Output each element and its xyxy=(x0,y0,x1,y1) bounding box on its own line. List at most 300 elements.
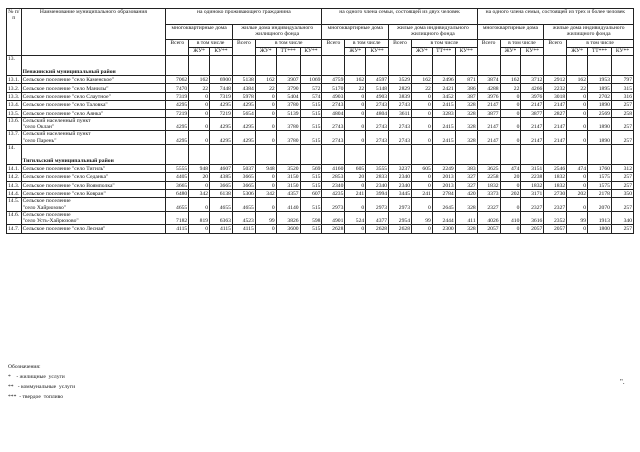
value-cell: 3018 xyxy=(544,92,567,100)
row-number: 13.5. xyxy=(8,110,20,117)
value-cell: 1832 xyxy=(477,181,500,189)
table-row xyxy=(7,101,634,109)
empty-cell xyxy=(276,56,300,76)
value-cell: 0 xyxy=(189,198,210,211)
value-cell: 3151 xyxy=(521,164,544,172)
value-cell: 5148 xyxy=(366,84,389,92)
value-cell: 258 xyxy=(611,109,633,117)
value-cell: 0 xyxy=(500,101,521,109)
row-name xyxy=(21,144,166,164)
value-cell: 572 xyxy=(300,84,322,92)
value-cell: 515 xyxy=(300,117,322,130)
value-cell: 0 xyxy=(189,131,210,144)
value-cell: 2013 xyxy=(432,181,455,189)
row-name-line: Сельский населенный пункт xyxy=(22,131,91,138)
value-cell: 797 xyxy=(611,76,633,84)
value-cell: 1575 xyxy=(588,173,612,181)
value-cell: 4295 xyxy=(232,131,255,144)
empty-cell xyxy=(189,56,210,76)
value-cell: 0 xyxy=(189,109,210,117)
value-cell: 3665 xyxy=(232,181,255,189)
value-cell: 2743 xyxy=(322,131,345,144)
value-cell: 0 xyxy=(500,109,521,117)
mkd-header: многоквартирные дома xyxy=(477,25,544,40)
value-cell: 2973 xyxy=(366,198,389,211)
empty-cell xyxy=(276,144,300,164)
value-cell: 0 xyxy=(411,101,432,109)
value-cell: 22 xyxy=(189,84,210,92)
value-cell: 0 xyxy=(189,101,210,109)
value-cell: 2415 xyxy=(432,117,455,130)
value-cell: 4295 xyxy=(210,131,233,144)
value-cell: 2628 xyxy=(389,225,412,233)
table-row xyxy=(7,117,634,130)
value-cell: 4804 xyxy=(366,109,389,117)
value-cell: 2784 xyxy=(432,189,455,197)
value-cell: 7319 xyxy=(210,92,233,100)
value-cell: 22 xyxy=(567,84,588,92)
value-cell: 0 xyxy=(255,173,276,181)
value-cell: 0 xyxy=(189,181,210,189)
value-cell: 0 xyxy=(500,225,521,233)
value-cell: 162 xyxy=(345,76,366,84)
row-number: 13.3. xyxy=(8,93,20,100)
value-cell: 1832 xyxy=(544,181,567,189)
value-cell: 257 xyxy=(611,131,633,144)
value-cell: 0 xyxy=(255,101,276,109)
value-cell: 0 xyxy=(411,225,432,233)
value-cell: 569 xyxy=(300,164,322,172)
value-cell: 574 xyxy=(300,92,322,100)
value-cell: 5037 xyxy=(232,164,255,172)
value-cell: 0 xyxy=(567,131,588,144)
value-cell: 474 xyxy=(500,164,521,172)
value-cell: 4357 xyxy=(276,189,300,197)
row-name: Сельское поселение "село Слаутное" xyxy=(21,92,166,100)
row-name: Сельское поселение "село Таловка" xyxy=(21,101,166,109)
value-cell: 7470 xyxy=(166,84,189,92)
row-name-line: Сельское поселение xyxy=(22,211,71,218)
value-cell: 2327 xyxy=(544,198,567,211)
value-cell: 4115 xyxy=(232,225,255,233)
table-row xyxy=(7,164,634,172)
empty-cell xyxy=(411,144,432,164)
value-cell: 4288 xyxy=(477,84,500,92)
value-cell: 3976 xyxy=(477,92,500,100)
incl-header: в том числе xyxy=(567,40,634,48)
value-cell: 0 xyxy=(189,117,210,130)
value-cell: 4140 xyxy=(276,198,300,211)
value-cell: 4160 xyxy=(322,164,345,172)
value-cell: 2013 xyxy=(432,173,455,181)
empty-cell xyxy=(232,56,255,76)
row-number: 13.6. xyxy=(7,117,22,130)
value-cell: 3555 xyxy=(366,164,389,172)
value-cell: 474 xyxy=(567,164,588,172)
value-cell: 0 xyxy=(500,181,521,189)
value-cell: 257 xyxy=(611,173,633,181)
ku-header: КУ** xyxy=(300,48,322,56)
row-name-line: Сельское поселение xyxy=(22,198,71,205)
value-cell: 515 xyxy=(300,198,322,211)
zhu-header: ЖУ* xyxy=(567,48,588,56)
row-name-line: Сельский населенный пункт xyxy=(22,117,91,124)
value-cell: 2743 xyxy=(366,117,389,130)
value-cell: 2833 xyxy=(366,173,389,181)
value-cell: 6363 xyxy=(210,211,233,224)
row-number: 13. xyxy=(7,56,22,76)
value-cell: 3826 xyxy=(276,211,300,224)
value-cell: 257 xyxy=(611,117,633,130)
value-cell: 948 xyxy=(255,164,276,172)
value-cell: 3665 xyxy=(232,173,255,181)
value-cell: 4655 xyxy=(210,198,233,211)
izhs-header: жилые дома индивидуального жилищного фонда xyxy=(544,25,634,40)
value-cell: 2232 xyxy=(544,84,567,92)
table-row xyxy=(7,92,634,100)
value-cell: 515 xyxy=(300,101,322,109)
value-cell: 3150 xyxy=(276,173,300,181)
value-cell: 4523 xyxy=(232,211,255,224)
value-cell: 2743 xyxy=(322,101,345,109)
value-cell: 315 xyxy=(611,84,633,92)
group-single-header: на одиноко проживающего гражданина xyxy=(166,9,322,25)
value-cell: 2444 xyxy=(432,211,455,224)
value-cell: 3780 xyxy=(276,131,300,144)
value-cell: 3839 xyxy=(389,92,412,100)
value-cell: 2178 xyxy=(588,189,612,197)
value-cell: 1953 xyxy=(588,76,612,84)
value-cell: 162 xyxy=(189,76,210,84)
table-row xyxy=(7,211,634,224)
value-cell: 3520 xyxy=(276,164,300,172)
value-cell: 4026 xyxy=(477,211,500,224)
row-name xyxy=(21,56,166,76)
value-cell: 6480 xyxy=(166,189,189,197)
row-name: Сельское поселение "село Каменское" xyxy=(21,76,166,84)
value-cell: 6900 xyxy=(210,76,233,84)
value-cell: 605 xyxy=(345,164,366,172)
empty-cell xyxy=(432,144,455,164)
tariff-table xyxy=(6,8,634,234)
empty-cell xyxy=(455,56,477,76)
row-name: Сельское поселение "село Тигиль" xyxy=(21,164,166,172)
value-cell: 2645 xyxy=(432,198,455,211)
value-cell: 4607 xyxy=(210,164,233,172)
value-cell: 0 xyxy=(567,198,588,211)
value-cell: 20 xyxy=(189,173,210,181)
value-cell: 411 xyxy=(455,211,477,224)
value-cell: 598 xyxy=(300,211,322,224)
row-number: 13.4. xyxy=(8,102,20,109)
value-cell: 2340 xyxy=(322,181,345,189)
value-cell: 2340 xyxy=(366,181,389,189)
table-row xyxy=(7,189,634,197)
value-cell: 22 xyxy=(411,84,432,92)
value-cell: 0 xyxy=(255,131,276,144)
value-cell: 202 xyxy=(500,189,521,197)
document xyxy=(6,8,634,234)
table-row xyxy=(7,109,634,117)
value-cell: 1890 xyxy=(588,131,612,144)
row-name-line: "село Оклан" xyxy=(22,124,55,131)
value-cell: 2421 xyxy=(432,84,455,92)
row-name xyxy=(21,117,166,130)
empty-cell xyxy=(345,144,366,164)
value-cell: 202 xyxy=(567,189,588,197)
value-cell: 2147 xyxy=(521,131,544,144)
value-cell: 0 xyxy=(411,92,432,100)
value-cell: 2057 xyxy=(477,225,500,233)
value-cell: 0 xyxy=(411,109,432,117)
row-number: 14.4. xyxy=(8,191,20,198)
value-cell: 99 xyxy=(411,211,432,224)
value-cell: 2147 xyxy=(544,101,567,109)
row-name: Сельское поселение "село Аянка" xyxy=(21,109,166,117)
table-row xyxy=(7,84,634,92)
value-cell: 2057 xyxy=(544,225,567,233)
group-two-header: на одного члена семьи, состоящей из двух человек xyxy=(322,9,477,25)
value-cell: 4295 xyxy=(232,101,255,109)
row-name-line: "село Парень" xyxy=(22,137,57,144)
value-cell: 2628 xyxy=(322,225,345,233)
value-cell: 328 xyxy=(455,225,477,233)
row-name-line: "село Усть-Хайрюзово" xyxy=(22,217,79,224)
row-name: Сельское поселение "село Манилы" xyxy=(21,84,166,92)
value-cell: 162 xyxy=(500,76,521,84)
empty-cell xyxy=(366,144,389,164)
value-cell: 1895 xyxy=(588,84,612,92)
value-cell: 4295 xyxy=(210,101,233,109)
value-cell: 0 xyxy=(345,101,366,109)
value-cell: 871 xyxy=(455,76,477,84)
value-cell: 328 xyxy=(455,109,477,117)
value-cell: 4115 xyxy=(166,225,189,233)
value-cell: 605 xyxy=(411,164,432,172)
row-name: Сельское поселение "село Лесная" xyxy=(21,225,166,233)
ku-header: КУ** xyxy=(210,48,233,56)
value-cell: 2702 xyxy=(588,92,612,100)
value-cell: 3877 xyxy=(521,109,544,117)
value-cell: 515 xyxy=(300,131,322,144)
value-cell: 1913 xyxy=(588,211,612,224)
value-cell: 3283 xyxy=(432,109,455,117)
value-cell: 2147 xyxy=(477,117,500,130)
value-cell: 2340 xyxy=(389,173,412,181)
value-cell: 350 xyxy=(611,189,633,197)
value-cell: 3780 xyxy=(276,117,300,130)
row-number: 14. xyxy=(7,144,22,164)
mkd-header: многоквартирные дома xyxy=(166,25,233,40)
row-number: 13.7. xyxy=(7,131,22,144)
value-cell: 340 xyxy=(611,211,633,224)
value-cell: 327 xyxy=(455,173,477,181)
value-cell: 0 xyxy=(500,131,521,144)
value-cell: 607 xyxy=(300,189,322,197)
value-cell: 162 xyxy=(411,76,432,84)
value-cell: 0 xyxy=(255,117,276,130)
tt-header: ТТ*** xyxy=(276,48,300,56)
ku-header: КУ** xyxy=(611,48,633,56)
mkd-header: многоквартирные дома xyxy=(322,25,389,40)
value-cell: 20 xyxy=(345,173,366,181)
value-cell: 2743 xyxy=(322,117,345,130)
total-header: Всего xyxy=(389,40,412,56)
district-row xyxy=(7,56,634,76)
value-cell: 0 xyxy=(567,109,588,117)
value-cell: 342 xyxy=(255,189,276,197)
empty-cell xyxy=(166,56,189,76)
empty-cell xyxy=(389,56,412,76)
value-cell: 5138 xyxy=(232,76,255,84)
value-cell: 0 xyxy=(345,198,366,211)
value-cell: 1575 xyxy=(588,181,612,189)
zhu-header: ЖУ* xyxy=(500,48,521,56)
value-cell: 3665 xyxy=(210,181,233,189)
notes-title: Обозначения: xyxy=(8,364,41,370)
empty-cell xyxy=(300,144,322,164)
value-cell: 4295 xyxy=(166,117,189,130)
value-cell: 7448 xyxy=(210,84,233,92)
value-cell: 2743 xyxy=(389,117,412,130)
value-cell: 0 xyxy=(411,198,432,211)
value-cell: 312 xyxy=(611,164,633,172)
value-cell: 5978 xyxy=(232,92,255,100)
district-name: Пенжинский муниципальный район xyxy=(22,68,116,75)
value-cell: 819 xyxy=(189,211,210,224)
value-cell: 1832 xyxy=(521,181,544,189)
value-cell: 4405 xyxy=(166,173,189,181)
total-header: Всего xyxy=(166,40,189,56)
value-cell: 0 xyxy=(411,173,432,181)
note-ku: ** - коммунальные услуги xyxy=(8,384,76,390)
value-cell: 3529 xyxy=(389,76,412,84)
empty-cell xyxy=(455,144,477,164)
value-cell: 0 xyxy=(255,92,276,100)
value-cell: 3611 xyxy=(389,109,412,117)
izhs-header: жилые дома индивидуального жилищного фонда xyxy=(389,25,478,40)
empty-cell xyxy=(567,56,588,76)
value-cell: 4115 xyxy=(210,225,233,233)
value-cell: 4804 xyxy=(322,109,345,117)
value-cell: 2300 xyxy=(432,225,455,233)
closing-quote-mark: ". xyxy=(620,378,625,386)
value-cell: 2340 xyxy=(389,181,412,189)
value-cell: 2147 xyxy=(477,131,500,144)
value-cell: 328 xyxy=(455,101,477,109)
table-body xyxy=(7,56,634,234)
value-cell: 3445 xyxy=(389,189,412,197)
value-cell: 0 xyxy=(255,225,276,233)
value-cell: 2238 xyxy=(521,173,544,181)
value-cell: 0 xyxy=(567,92,588,100)
row-number: 14.6. xyxy=(7,211,22,224)
value-cell: 2415 xyxy=(432,131,455,144)
zhu-header: ЖУ* xyxy=(255,48,276,56)
value-cell: 4377 xyxy=(366,211,389,224)
empty-cell xyxy=(345,56,366,76)
value-cell: 0 xyxy=(500,117,521,130)
value-cell: 4295 xyxy=(232,117,255,130)
row-number: 14.7. xyxy=(8,226,20,233)
value-cell: 22 xyxy=(255,84,276,92)
value-cell: 4759 xyxy=(322,76,345,84)
legend-notes xyxy=(8,362,75,402)
empty-cell xyxy=(232,144,255,164)
value-cell: 5654 xyxy=(232,109,255,117)
total-header: Всего xyxy=(232,40,255,56)
value-cell: 241 xyxy=(345,189,366,197)
value-cell: 7182 xyxy=(166,211,189,224)
value-cell: 3150 xyxy=(276,181,300,189)
incl-header: в том числе xyxy=(189,40,233,48)
value-cell: 4655 xyxy=(166,198,189,211)
value-cell: 2496 xyxy=(432,76,455,84)
row-number: 13.1. xyxy=(8,77,20,84)
empty-cell xyxy=(544,56,567,76)
value-cell: 1890 xyxy=(588,117,612,130)
value-cell: 0 xyxy=(189,92,210,100)
value-cell: 2829 xyxy=(389,84,412,92)
value-cell: 524 xyxy=(345,211,366,224)
empty-cell xyxy=(389,144,412,164)
value-cell: 3907 xyxy=(276,76,300,84)
value-cell: 3874 xyxy=(477,76,500,84)
value-cell: 241 xyxy=(411,189,432,197)
value-cell: 22 xyxy=(500,84,521,92)
value-cell: 515 xyxy=(300,181,322,189)
empty-cell xyxy=(544,144,567,164)
value-cell: 4384 xyxy=(232,84,255,92)
row-name xyxy=(21,198,166,211)
value-cell: 4901 xyxy=(322,211,345,224)
value-cell: 3994 xyxy=(366,189,389,197)
value-cell: 328 xyxy=(455,117,477,130)
incl-header: в том числе xyxy=(255,40,322,48)
row-name: Сельское поселение "село Воямполка" xyxy=(21,181,166,189)
value-cell: 948 xyxy=(189,164,210,172)
value-cell: 0 xyxy=(567,181,588,189)
value-cell: 3790 xyxy=(276,84,300,92)
value-cell: 2973 xyxy=(389,198,412,211)
value-cell: 2352 xyxy=(544,211,567,224)
value-cell: 0 xyxy=(255,181,276,189)
empty-cell xyxy=(210,56,233,76)
district-row xyxy=(7,144,634,164)
value-cell: 410 xyxy=(500,211,521,224)
row-name xyxy=(21,131,166,144)
value-cell: 4266 xyxy=(521,84,544,92)
tt-header: ТТ*** xyxy=(432,48,455,56)
empty-cell xyxy=(521,56,544,76)
value-cell: 4295 xyxy=(166,131,189,144)
value-cell: 4295 xyxy=(166,101,189,109)
value-cell: 2147 xyxy=(544,131,567,144)
table-row xyxy=(7,131,634,144)
value-cell: 4295 xyxy=(210,117,233,130)
value-cell: 0 xyxy=(255,198,276,211)
value-cell: 4235 xyxy=(322,189,345,197)
value-cell: 1890 xyxy=(588,101,612,109)
empty-cell xyxy=(189,144,210,164)
value-cell: 5555 xyxy=(166,164,189,172)
value-cell: 5139 xyxy=(276,109,300,117)
value-cell: 3665 xyxy=(166,181,189,189)
value-cell: 3625 xyxy=(477,164,500,172)
value-cell: 2973 xyxy=(322,198,345,211)
value-cell: 0 xyxy=(345,225,366,233)
value-cell: 3373 xyxy=(477,189,500,197)
